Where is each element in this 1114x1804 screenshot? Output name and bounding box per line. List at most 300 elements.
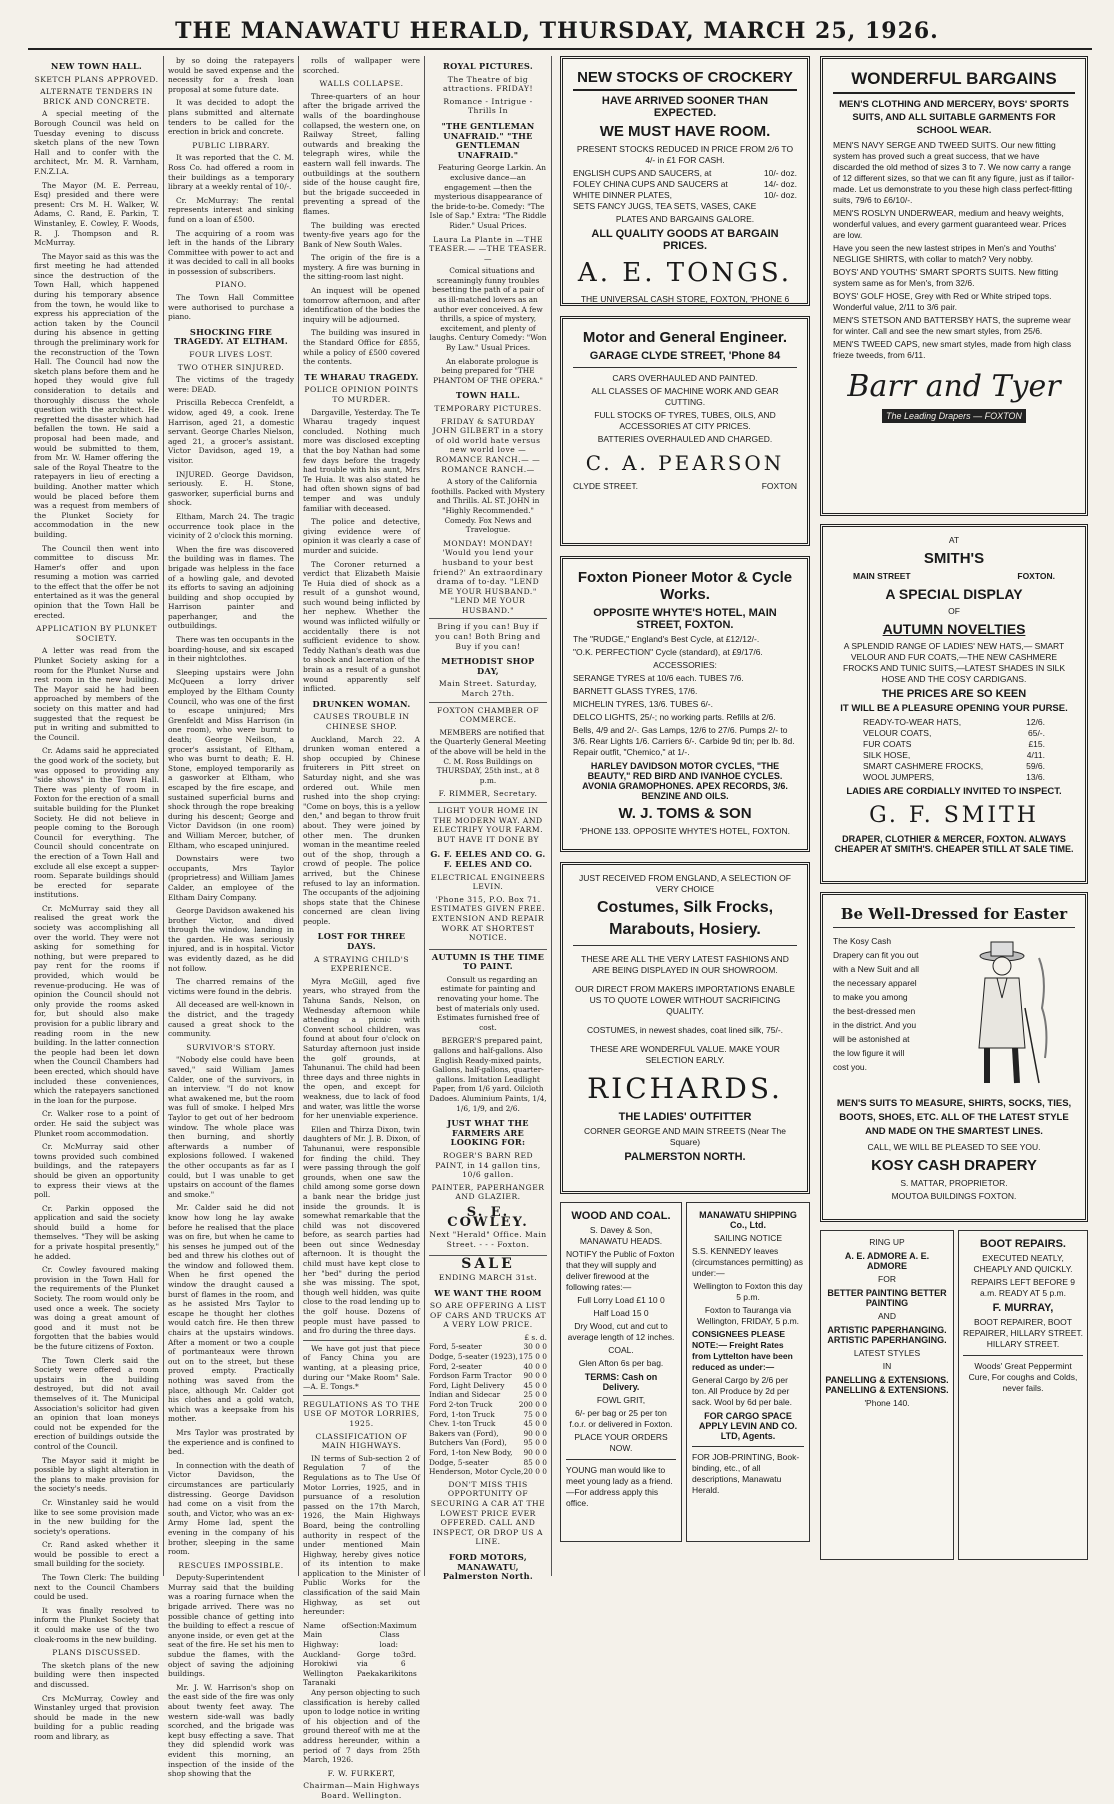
coal-ad (560, 1202, 682, 1542)
advertiser-name: F. MURRAY, (992, 1302, 1054, 1314)
pearson-ad (560, 316, 810, 546)
item-name: SILK HOSE, (863, 750, 911, 760)
item-price: 200 0 0 (518, 1400, 547, 1410)
item-price: 65/-. (1027, 728, 1045, 738)
ad-text: Glen Afton 6s per bag. (578, 1358, 664, 1368)
item-price: 95 0 0 (523, 1438, 547, 1448)
ad-text: ACCESSORIES: (653, 660, 717, 670)
paragraph: All deceased are well-known in the district, and the tragedy caused a great shock to the community. (168, 1000, 294, 1039)
ad-text: THESE ARE WONDERFUL VALUE. MAKE YOUR SELECTION EARLY. (590, 1044, 780, 1065)
paragraph: Cr. Adams said he appreciated the good work of the society, but was opposed to providing any "side shows" in the Town Hall. There was plenty of room in Foxton for the erection of a small suitable building for the Plunket Society. He did not believe in people coming to the Borough Council for everything. The Council should concentrate on the erection of a Town Hall and exclude all else except a supper-room. Separate buildings should be erected for separate institutions. (34, 746, 159, 900)
ad-text: THE PRICES ARE SO KEEN (881, 688, 1027, 700)
ad-text: HAVE ARRIVED SOONER THAN EXPECTED. (601, 95, 769, 119)
text: FRIDAY & SATURDAY JOHN GILBERT in a story of old world hate versus new world love —ROMANCE RANCH.— —ROMANCE RANCH.— (432, 416, 544, 474)
item-name: Ford, 2-seater (429, 1361, 482, 1371)
text: ELECTRICAL ENGINEERS LEVIN. (430, 872, 546, 892)
paragraph: Deputy-Superintendent Murray said that the building was a roaring furnace when the brigade arrived. There was no possible chance of getting into the building to effect a rescue of anyone inside, or even get at the seat of the fire. He set his men to subdue the flames, with the object of saving the adjoining buildings. (168, 1573, 294, 1679)
paragraph: Cr. McMurray said other towns provided such combined buildings, and the ratepayers should be given an opportunity to express their views at the poll. (34, 1142, 159, 1200)
kosy-ad (820, 892, 1088, 1222)
text: Next "Herald" Office. Main Street. - - - Foxton. (429, 1230, 547, 1249)
table-cell: Maximum Class load: (379, 1620, 417, 1650)
item-name: FUR COATS (863, 739, 912, 749)
ad-text: FULL STOCKS OF TYRES, TUBES, OILS, AND ACCESSORIES AT CITY PRICES. (594, 410, 776, 431)
crockery-ad (560, 56, 810, 306)
table-row (429, 1381, 547, 1391)
ad-headline: Costumes, Silk Frocks, (596, 899, 774, 916)
subheadline: FOXTON CHAMBER OF COMMERCE. (429, 702, 547, 725)
ad-headline: Marabouts, Hosiery. (573, 921, 797, 946)
ad-headline: WONDERFUL BARGAINS (833, 69, 1075, 94)
item-price: 45 0 0 (523, 1419, 547, 1429)
table-row (429, 1448, 547, 1458)
paragraph: A story of the California foothills. Packed with Mystery and Thrills. AL ST. JOHN in "Highly Recommended." Comedy. Fox News and Travelogue. (431, 477, 545, 535)
ad-headline: AUTUMN NOVELTIES (882, 621, 1026, 637)
ad-text: FOR (878, 1274, 896, 1284)
ad-text: TERMS: Cash on Delivery. (584, 1372, 658, 1392)
ad-text: AT (948, 535, 960, 545)
table-cell: 3rd. 6 tons (400, 1649, 417, 1678)
advertiser-name: S. E. COWLEY. (447, 1204, 529, 1230)
ad-text: MEN'S CLOTHING AND MERCERY, BOYS' SPORTS SUITS, AND ALL SUITABLE GARMENTS FOR SCHOOL WEAR. (839, 99, 1069, 136)
paragraph: Sleeping upstairs were John McQueen a lorry driver employed by the Eltham County Council, who was one of the first to escape uninjured; Mrs Grenfeldt and Miss Harrison (in one room), who were burnt to death; George Neilson, a grocer's assistant, of Eltham, who was burnt to death; E. H. Stone, employed temporarily as a gasworker at Eltham, who escaped by the fire escape, and sustained superficial burns and shock through the rope breaking during his descent; George and Victor Davidson (in one room) and William Mercer, butcher, of Eltham, who escaped uninjured. (168, 667, 294, 850)
table-row (429, 1438, 547, 1448)
item-price: 4/11. (1026, 750, 1045, 760)
ad-headline: MANAWATU SHIPPING Co., Ltd. (699, 1210, 797, 1230)
richards-ad (560, 862, 810, 1194)
paragraph: Ellen and Thirza Dixon, twin daughters of Mr. J. B. Dixon, of Tahunanui, were responsible for finding the child. They were passing through the golf grounds, when one saw the child among some gorse down a bank near the bridge just inside the grounds. It is somewhat remarkable that the child was not discovered before, as search parties had been out since Wednesday afternoon. It is thought the child must have kept close to her "bed" during the period she was missing. The spot, though well hidden, was quite close to the road lending up to the golf house. Dozens of people must have passed to and fro during the three days. (303, 1124, 420, 1336)
column-rule (298, 56, 299, 1576)
subheadline: SURVIVOR'S STORY. (186, 1042, 276, 1052)
column-rule (424, 56, 425, 1576)
table-row (863, 772, 1045, 783)
paragraph: "Nobody else could have been saved," said William James Calder, one of the survivors, in an interview. "I do not know what awakened me, but the room was full of smoke. I helped Mrs Taylor to get out of her bedroom window. The whole place was then burning, and shortly afterwards a number of explosions followed. I wakened the other occupants as far as I could, but I was unable to get upstairs on account of the flames and smoke." (168, 1055, 294, 1199)
advertiser-name: W. J. TOMS & SON (618, 805, 752, 822)
headline: SHOCKING FIRE TRAGEDY. AT ELTHAM. (173, 326, 289, 347)
ad-text: FOWL GRIT, (596, 1395, 646, 1405)
headline: NEW TOWN HALL. (50, 61, 143, 71)
text: Bring if you can! Buy if you can! Both Bring and Buy if you can! (429, 618, 547, 651)
column-2 (168, 56, 294, 1783)
ad-address (833, 571, 1075, 582)
paragraph: Priscilla Rebecca Crenfeldt, a widow, aged 49, a cook. Irene Harrison, aged 21, a domestic servant. George Charles Nielson, aged 21, a grocer's assistant. Victor Davidson, aged 19, a visitor. (168, 398, 294, 465)
ad-text: HARLEY DAVIDSON MOTOR CYCLES, "THE BEAUTY," RED BIRD AND IVANHOE CYCLES. AVONIA GRAMOPHONES. APEX RECORDS, 3/6. BENZINE AND OILS. (582, 761, 788, 801)
ad-text: THESE ARE ALL THE VERY LATEST FASHIONS AND ARE BEING DISPLAYED IN OUR SHOWROOM. (581, 954, 789, 975)
table-row (863, 750, 1045, 761)
text: Romance - Intrigue - Thrills In (443, 96, 533, 116)
ad-headline: A SPECIAL DISPLAY (885, 586, 1023, 602)
item-name: Chev. 1-ton Truck (429, 1419, 496, 1429)
ad-text: The Kosy Cash Drapery can fit you out with a New Suit and all the necessary apparel to make you among the best-dressed men in the district. And you will be astonished at the low figure it will cost you. (833, 936, 919, 1072)
ad-text: CLYDE STREET. (573, 481, 639, 491)
paragraph: The Town Clerk said the Society were offered a room upstairs in the building destroyed, but did not avail themselves of it. The Municipal Association's solicitor had given an opinion that loan moneys could not be expended for the erection of buildings outside the control of the Council. (34, 1355, 159, 1451)
item-name: Ford, 5-seater (429, 1342, 482, 1352)
masthead: THE MANAWATU HERALD, THURSDAY, MARCH 25, 1926. (175, 18, 939, 44)
text: Laura La Plante in —THE TEASER.— —THE TEASER.— (429, 234, 547, 263)
table-row (429, 1419, 547, 1429)
table-header (429, 1333, 547, 1343)
paragraph: Three-quarters of an hour after the brigade arrived the walls of the boardinghouse collapsed, the western one, on Railway Street, falling outwards and breaking the telegraph wires, while the eastern wall fell inwards. The outbuildings at the southern side of the house caught fire, but the brigade succeeded in preventing a spread of the flames. (303, 91, 420, 216)
subheadline: TEMPORARY PICTURES. (434, 404, 542, 413)
ad-text: GARAGE CLYDE STREET, 'Phone 84 (589, 350, 781, 362)
toms-ad (560, 556, 810, 852)
headline: LOST FOR THREE DAYS. (317, 931, 406, 952)
paragraph: The charred remains of the victims were found in the debris. (168, 977, 294, 996)
ad-headline: Foxton Pioneer Motor & Cycle Works. (577, 569, 793, 603)
ad-text: FOR JOB-PRINTING, Book-binding, etc., of all descriptions, Manawatu Herald. (692, 1452, 800, 1495)
subheadline: CAUSES TROUBLE IN CHINESE SHOP. (313, 712, 410, 731)
item-name: Ford, Light Delivery (429, 1380, 505, 1390)
item-price: 13/6. (1026, 772, 1045, 782)
car-list (429, 1342, 547, 1476)
ad-address (573, 481, 797, 492)
ad-text: S.S. KENNEDY leaves (circumstances permitting) as under:— (692, 1246, 804, 1278)
ad-text: PLATES AND BARGAINS GALORE. (615, 214, 755, 224)
paragraph: Cr. Parkin opposed the application and said the society should build a home for themselves. "They will be asking for a private hospital presently," he added. (34, 1203, 159, 1261)
subheadline: ALTERNATE TENDERS IN BRICK AND CONCRETE. (40, 87, 153, 106)
paragraph: An elaborate prologue is being prepared for "THE PHANTOM OF THE OPERA." (433, 356, 543, 385)
ad-text: MEN'S STETSON AND BATTERSBY HATS, the supreme wear for winter. Call and see the new smart styles, from 25/6. (833, 315, 1071, 336)
item-name: WHITE DINNER PLATES, (573, 190, 673, 200)
advertiser-name: A. E. TONGS. (577, 258, 793, 288)
headline: DRUNKEN WOMAN. (312, 698, 411, 709)
headline: METHODIST SHOP DAY, (441, 656, 535, 676)
ad-text: Full Lorry Load £1 10 0 (577, 1295, 665, 1305)
item-name: WOOL JUMPERS, (863, 772, 934, 782)
ad-text: MEN'S NAVY SERGE AND TWEED SUITS. Our new fitting system has proved such a great success, that we have discarded the old method of sizes 3 to 7. We now carry a range of 12 different sizes, so that we can fit any figure, just as if tailor-made. Let us demonstrate to you these high class perfect-fitting suits, 79/6 to £6/10/-. (833, 140, 1075, 205)
headline: SALE (429, 1255, 547, 1270)
table-row (429, 1467, 547, 1477)
subheadline: PIANO. (215, 280, 247, 290)
paragraph: The Town Clerk: The building next to the Council Chambers could be used. (34, 1573, 159, 1602)
ad-text: OUR DIRECT FROM MAKERS IMPORTATIONS ENABLE US TO QUOTE LOWER WITHOUT SACRIFICING QUALITY. (575, 984, 795, 1016)
paragraph: The Mayor said it might be possible by a slight alteration in the plans to make provision for the society's needs. (34, 1455, 159, 1494)
paragraph: Mr. J. W. Harrison's shop on the east side of the fire was only about twenty feet away. The western side-wall was badly scorched, and the brigade was kept busy effecting a save. That they did splendid work was evident this morning, an inspection of the inside of the shop showing that the (168, 1682, 294, 1779)
gentleman-illustration (947, 938, 1057, 1088)
table-cell: £ s. d. (524, 1332, 547, 1342)
paragraph: A special meeting of the Borough Council was held on Tuesday evening to discuss sketch plans of the new Town Hall and to confer with the architect, Mr. M. R. Varnham, F.N.Z.I.A. (34, 109, 159, 176)
paragraph: We have got just that piece of Fancy China you are wanting, at a pleasing price, during our "Make Room" Sale.—A. E. Tongs.* (303, 1340, 420, 1396)
table-row (429, 1371, 547, 1381)
paragraph: Eltham, March 24. The tragic occurrence took place in the vicinity of 2 o'clock this morning. (168, 511, 294, 541)
paragraph: Dargaville, Yesterday. The Te Wharau tragedy inquest concluded. Nothing much more was disclosed excepting that the boy Nathan had some few days before the tragedy had trouble with his aunt, Mrs Te Huia. It was also stated he had often shown signs of bad temper and was unduly familiar with deceased. (303, 407, 420, 513)
table-row (429, 1458, 547, 1468)
paragraph: Cr. McMurray: The rental represents interest and sinking fund on a loan of £500. (168, 195, 294, 224)
ad-text: BATTERIES OVERHAULED AND CHARGED. (597, 434, 773, 444)
ad-text: EXECUTED NEATLY, CHEAPLY AND QUICKLY. (973, 1253, 1073, 1274)
subheadline: TWO OTHER SINJURED. (177, 362, 285, 372)
subheadline: SKETCH PLANS APPROVED. (34, 74, 159, 84)
table-cell: Gorge to via Paekakariki (356, 1649, 401, 1678)
ad-text: MOUTOA BUILDINGS FOXTON. (891, 1191, 1017, 1201)
ad-text: MEN'S TWEED CAPS, new smart styles, made from high class frieze tweeds, from 6/11. (833, 339, 1072, 360)
ad-text: 6/- per bag or 25 per ton f.o.r. or delivered in Foxton. (569, 1408, 673, 1429)
text: Main Street. Saturday, March 27th. (438, 679, 538, 699)
ad-text: BOOT REPAIRER, BOOT REPAIRER, HILLARY STREET. HILLARY STREET. (963, 1317, 1083, 1349)
paragraph: MEMBERS are notified that the Quarterly General Meeting of the above will be held in the C. M. Ross Buildings on THURSDAY, 25th inst., at 8 p.m. (429, 727, 547, 785)
paragraph: The Council then went into committee to discuss Mr. Hamer's offer and upon resuming a motion was carried to the effect that the offer be not entertained as it was the general opinion that the Town Hall be erected. (34, 543, 159, 620)
item-price: 14/- doz. (763, 179, 797, 189)
text: F. RIMMER, Secretary. (438, 789, 538, 799)
item-price: 20 0 0 (523, 1467, 547, 1477)
divider (566, 1459, 676, 1460)
ad-text: Foxton to Tauranga via Wellington, FRIDAY, 5 p.m. (696, 1305, 800, 1326)
paragraph: George Davidson awakened his brother Victor, and dived through the window, landing in the garden. He was seriously injured, and is in hospital. Victor was evidently dazed, as he did not follow. (168, 906, 294, 973)
paragraph: There was ten occupants in the boarding-house, and six escaped in their nightclothes. (168, 635, 294, 664)
ad-headline: Motor and General Engineer. (582, 329, 788, 346)
ad-text: CONSIGNEES PLEASE NOTE:— Freight Rates from Lyttelton have been reduced as under:— (692, 1329, 793, 1372)
paragraph: The Mayor said as this was the first meeting he had attended since the destruction of the Town Hall, which happened during his temporary absence from the town, he would like to express his appreciation of the action taken by the Council during his absence in getting through the preliminary work for the reconstruction of the Town Hall. The Council had now the sketch plans before them and he hoped they would give full consideration to details and thoroughly discuss the whole question with the architect. He regretted the disaster which had befallen the town. He said a proposal had been made, and would be submitted to them, from Mr. W. Hamer offering the sale of the Royal Theatre to the ratepayers in lieu of erecting a building. Another matter which would be placed before them was a request from members of the Plunket Society for accommodation in the new building. (34, 251, 159, 539)
paragraph: Downstairs were two occupants, Mrs Taylor (proprietress) and William James Calder, an employee of the Eltham Dairy Company. (168, 854, 294, 902)
subheadline: CLASSIFICATION OF MAIN HIGHWAYS. (315, 1431, 408, 1451)
table-cell: Taranaki (303, 1678, 336, 1688)
ad-text: CORNER GEORGE AND MAIN STREETS (Near The Square) (584, 1126, 786, 1147)
text: DON'T MISS THIS OPPORTUNITY OF SECURING A CAR AT THE LOWEST PRICE EVER OFFERED. CALL AND INSPECT, OR DROP US A LINE. (430, 1479, 546, 1547)
table-row (863, 728, 1045, 739)
ad-text: BARNETT GLASS TYRES, 17/6. (573, 686, 698, 696)
column-rule (551, 56, 552, 1576)
table-row (429, 1342, 547, 1352)
ad-text: PRESENT STOCKS REDUCED IN PRICE FROM 2/6 TO 4/- in £1 FOR CASH. (576, 144, 794, 165)
item-price: 75 0 0 (523, 1409, 547, 1419)
advertiser-name: G. F. SMITH (869, 803, 1039, 828)
item-price: 59/6. (1026, 761, 1045, 771)
ad-text: PALMERSTON NORTH. (624, 1151, 746, 1163)
ad-text: 'PHONE 133. OPPOSITE WHYTE'S HOTEL, FOXTON. (580, 826, 790, 836)
ad-headline: WE MUST HAVE ROOM. (599, 123, 771, 140)
text: LIGHT YOUR HOME IN THE MODERN WAY. AND ELECTRIFY YOUR FARM. BUT HAVE IT DONE BY (429, 802, 547, 844)
ad-text: LADIES ARE CORDIALLY INVITED TO INSPECT. (846, 786, 1062, 797)
ad-text: YOUNG man would like to meet young lady as a friend.—For address apply this office. (566, 1465, 673, 1508)
paragraph: by so doing the ratepayers would be saved expense and the necessity for a fresh loan proposal at some future date. (168, 56, 294, 94)
ad-headline: BOOT REPAIRS. (980, 1238, 1066, 1250)
ad-text: ALL CLASSES OF MACHINE WORK AND GEAR CUTTING. (591, 386, 779, 407)
logo-tagline: The Leading Drapers — FOXTON (882, 409, 1026, 423)
paragraph: IN terms of Sub-section 2 of Regulation 7 of the Regulations as to The Use Of Motor Lorries, 1925, and in pursuance of a resolution passed on the 17th March, 1926, the Main Highways Board, being the controlling authority in respect of the under mentioned Main Highway, hereby gives notice of its intention to make application to the Minister of Public Works for the classification of the said Main Highway, as set out hereunder: (303, 1453, 420, 1617)
advertiser-name: C. A. PEARSON (585, 451, 785, 475)
subheadline: POLICE OPINION POINTS TO MURDER. (304, 385, 419, 404)
item-price: 175 0 0 (518, 1352, 547, 1362)
ad-text: A. E. ADMORE A. E. ADMORE (844, 1251, 930, 1271)
item-price: 10/- doz. (763, 168, 797, 178)
ad-text: A SPLENDID RANGE OF LADIES' NEW HATS,— SMART VELOUR AND FUR COATS,—THE NEW CASHMERE FROCKS AND TUNIC SUITS,—LATEST SHADES IN SILK HOSE AND THE COSY CARDIGANS. (843, 641, 1065, 684)
subheadline: REGULATIONS AS TO THE USE OF MOTOR LORRIES, 1925. (303, 1399, 420, 1428)
ad-text: 'Phone 140. (864, 1398, 910, 1408)
ad-text: MEN'S SUITS TO MEASURE, SHIRTS, SOCKS, TIES, BOOTS, SHOES, ETC. ALL OF THE LATEST STYLE AND MADE ON THE SMARTEST LINES. (836, 1098, 1072, 1137)
divider (963, 1355, 1083, 1356)
subheadline: APPLICATION BY PLUNKET SOCIETY. (36, 624, 157, 643)
item-name: Henderson, Motor Cycle, (429, 1467, 524, 1477)
headline: TE WHARAU TRAGEDY. (304, 371, 419, 382)
ad-text: BETTER PAINTING BETTER PAINTING (827, 1288, 947, 1308)
ad-text: IT WILL BE A PLEASURE OPENING YOUR PURSE. (840, 703, 1068, 714)
ad-text: Dry Wood, cut and cut to average length of 12 inches. (567, 1321, 675, 1342)
paragraph: Mr. Calder said he did not know how long he lay awake before he realised that the place was on fire, but when he came to his senses he jumped out of the bed and threw his clothes out of the window and followed them. When he first opened the window the draught caused a burst of flames in the room, and as he assisted Mrs Taylor to escape he thought her clothes would catch fire. He then threw chairs at the upstairs windows. After a moment or two a couple of portmanteaux were thrown out on to the street, but these proved empty. Practically nothing was saved from the place, although Mr. Calder got his clothes and a gold watch, which was a keepsake from his mother. (168, 1203, 294, 1424)
paragraph: Crs McMurray, Cowley and Winstanley urged that provision should be made in the new building for a public reading room and library, as (34, 1693, 159, 1741)
murray-ad (958, 1230, 1088, 1560)
table-cell: Name of Main Highway: (303, 1620, 349, 1650)
masthead-rule (28, 48, 1092, 50)
paragraph: The Town Hall Committee were authorised to purchase a piano. (168, 293, 294, 322)
paragraph: Consult us regarding an estimate for painting and renovating your home. The best of materials only used. Estimates furnished free of cost. (436, 974, 540, 1032)
headline: TOWN HALL. (455, 390, 521, 401)
ad-text: S. MATTAR, PROPRIETOR. (900, 1178, 1008, 1188)
item-name: Ford 2-ton Truck (429, 1400, 493, 1410)
ad-text: ARTISTIC PAPERHANGING. ARTISTIC PAPERHANGING. (827, 1325, 947, 1345)
item-name: Dodge, 5-seater (429, 1457, 489, 1467)
ad-text: OF (948, 606, 960, 616)
table-row (573, 201, 797, 212)
ad-text: The "RUDGE," England's Best Cycle, at £12/12/-. (573, 634, 760, 644)
item-name: SMART CASHMERE FROCKS, (863, 761, 984, 771)
item-price: 90 0 0 (523, 1371, 547, 1381)
divider (573, 367, 797, 368)
ad-text: ALL QUALITY GOODS AT BARGAIN PRICES. (591, 228, 779, 252)
text: MONDAY! MONDAY! 'Would you lend your husband to your best friend?' An extraordinary drama of to-day. "LEND ME YOUR HUSBAND." "LEND ME YOUR HUSBAND." (433, 538, 543, 615)
table-row (573, 179, 797, 190)
barr-tyer-logo: Barr and Tyer (847, 369, 1061, 404)
ad-text: COAL. (608, 1345, 634, 1355)
item-price: 25 0 0 (523, 1390, 547, 1400)
ad-text: Wellington to Foxton this day 5 p.m. (693, 1281, 803, 1302)
ad-text: FOXTON (761, 481, 797, 491)
price-list (573, 168, 797, 212)
headline: FORD MOTORS, MANAWATU, Palmerston North. (442, 1551, 534, 1582)
headline: ROYAL PICTURES. (443, 61, 533, 71)
ad-text: BOYS' AND YOUTHS' SMART SPORTS SUITS. New fitting system same as for Men's, from 32/6. (833, 267, 1059, 288)
ad-text: Half Load 15 0 (593, 1308, 649, 1318)
ad-text: CARS OVERHAULED AND PAINTED. (612, 373, 758, 383)
price-list (833, 717, 1075, 783)
ad-text: JUST RECEIVED FROM ENGLAND, A SELECTION OF VERY CHOICE (579, 873, 791, 894)
text: PAINTER, PAPERHANGER AND GLAZIER. (431, 1182, 545, 1202)
text: ENDING MARCH 31st. (438, 1272, 538, 1282)
ad-text: REPAIRS LEFT BEFORE 9 a.m. READY AT 5 p.m. (970, 1277, 1076, 1298)
paragraph: The sketch plans of the new building were then inspected and discussed. (34, 1660, 159, 1689)
item-name: FOLEY CHINA CUPS AND SAUCERS at (573, 179, 728, 189)
ad-text: PLACE YOUR ORDERS NOW. (574, 1432, 668, 1453)
item-price: £15. (1028, 739, 1045, 749)
text: ROGER'S BARN RED PAINT, in 14 gallon tins, 10/6 gallon. (435, 1150, 541, 1180)
item-name: Butchers Van (Ford), (429, 1438, 507, 1448)
item-price: 45 0 0 (523, 1380, 547, 1390)
item-price: 90 0 0 (523, 1428, 547, 1438)
column-3 (303, 56, 420, 1804)
column-4 (429, 56, 547, 1585)
paragraph: Any person objecting to such classification is hereby called upon to lodge notice in writing of his objection and of the ground thereof with me at the address hereunder, within a period of 7 days from 25th March, 1926. (303, 1688, 420, 1765)
item-name: READY-TO-WEAR HATS, (863, 717, 962, 727)
signature: Chairman—Main Highways Board. Wellington. (303, 1781, 420, 1800)
subheadline: RESCUES IMPOSSIBLE. (178, 1560, 284, 1570)
ad-text: Have you seen the new lastest stripes in Men's and Youths' NEGLIGE SHIRTS, with collar to match? Very nobby. (833, 243, 1056, 264)
table-cell: Auckland-Horokiwi Wellington (303, 1649, 344, 1678)
paragraph: Cr. Rand asked whether it would be possible to erect a small building for the society. (34, 1540, 159, 1569)
ad-text: DRAPER, CLOTHIER & MERCER, FOXTON. ALWAYS CHEAPER AT SMITH'S. CHEAPER STILL AT SALE TIME. (834, 834, 1074, 854)
item-name: VELOUR COATS, (863, 728, 932, 738)
advertiser-name: KOSY CASH DRAPERY (871, 1157, 1037, 1174)
paragraph: When the fire was discovered the building was in flames. The brigade was helpless in the face of a howling gale, and devoted its efforts to saving an adjoining building and shop occupied by Harrison painter and paperhanger, and the outbuildings. (168, 544, 294, 631)
advertiser-name: RICHARDS. (587, 1072, 783, 1105)
ad-text: RING UP (869, 1237, 905, 1247)
paragraph: INJURED. George Davidson, seriously. E. H. Stone, gasworker, superficial burns and shock. (168, 469, 294, 508)
ad-headline: SMITH'S (923, 550, 985, 567)
paragraph: Cr. Winstanley said he would like to see some provision made in the new building for the society's operations. (34, 1497, 159, 1536)
ad-text: NOTIFY the Public of Foxton that they will supply and deliver firewood at the following rates:— (566, 1249, 675, 1292)
headline: AUTUMN IS THE TIME TO PAINT. (429, 949, 547, 972)
paragraph: The acquiring of a room was left in the hands of the Library Committee with power to act and it was decided to call in all books in possession of subscribers. (168, 228, 294, 276)
ad-text: PANELLING & EXTENSIONS. PANELLING & EXTENSIONS. (825, 1375, 949, 1395)
ad-text: CALL, WE WILL BE PLEASED TO SEE YOU. (867, 1142, 1041, 1152)
headline: WE WANT THE ROOM (434, 1287, 542, 1298)
headline: "THE GENTLEMAN UNAFRAID." "THE GENTLEMAN UNAFRAID." (441, 120, 535, 160)
ad-text: LATEST STYLES (853, 1348, 921, 1358)
ad-headline: WOOD AND COAL. (571, 1210, 671, 1222)
subheadline: WALLS COLLAPSE. (319, 79, 404, 89)
ad-text: AND (878, 1311, 896, 1321)
table-row (429, 1390, 547, 1400)
paragraph: It was reported that the C. M. Ross Co. had offered a room in their buildings as a temporary library at a weekly rental of 10/-. (168, 153, 294, 192)
paragraph: The building was insured in the Standard Office for £855, while a policy of £500 covered the contents. (303, 328, 420, 367)
paragraph: The Coroner returned a verdict that Elizabeth Maisie Te Huia died of shock as a result of a gunshot wound, such wound being inflicted by her nephew. Whether the wound was inflicted wilfully or accidentally there is not sufficient evidence to show. Teddy Nathan's death was due to shock and laceration of the brain as a result of a gunshot wound apparently self inflicted. (303, 559, 420, 694)
paragraph: The origin of the fire is a mystery. A fire was burning in the sitting-room last night. (303, 253, 420, 282)
column-1 (34, 56, 159, 1746)
ad-text: THE UNIVERSAL CASH STORE, FOXTON, 'PHONE 6 (580, 294, 790, 304)
smith-ad (820, 524, 1088, 884)
paragraph: Cr. Walker rose to a point of order. He said the subject was Plunket room accommodation. (34, 1109, 159, 1138)
item-price: 12/6. (1026, 717, 1045, 727)
ad-text: DELCO LIGHTS, 25/-; no working parts. Refills at 2/6. (573, 712, 776, 722)
item-name: SETS FANCY JUGS, TEA SETS, VASES, CAKE (573, 201, 757, 211)
divider (692, 1446, 804, 1447)
paragraph: The police and detective, giving evidence were of opinion it was clearly a case of murder and suicide. (303, 517, 420, 555)
headline: G. F. EELES AND CO. G. F. EELES AND CO. (430, 849, 546, 869)
ad-text: SERANGE TYRES at 10/6 each. TUBES 7/6. (573, 673, 744, 683)
table-row (573, 168, 797, 179)
ad-text: IN (882, 1361, 892, 1371)
ad-headline: Be Well-Dressed for Easter (833, 905, 1075, 928)
subheadline: PUBLIC LIBRARY. (192, 140, 270, 150)
headline: JUST WHAT THE FARMERS ARE LOOKING FOR: (447, 1118, 529, 1148)
ad-text: "O.K. PERFECTION" Cycle (standard), at £9/17/6. (573, 647, 763, 657)
paragraph: BERGER'S prepared paint, gallons and half-gallons. Also English Ready-mixed paints, Gallons, half-gallons, quarter-gallons. Imitation Leadlight Paper, from 1/6 yard. Oilcloth Dadoes. Aluminium Paints, 1/4, 1/6, 1/9, and 2/6. (429, 1036, 547, 1113)
paragraph: Cr. Cowley favoured making provision in the Town Hall for the requirements of the Plunket Society. The room would only be used once a week. The society was doing a great amount of good and it must not be forgotten that the babies would be the future citizens of Foxton. (34, 1265, 159, 1351)
paragraph: Cr. McMurray said they all realised the great work the society was accomplishing all over the world. They were not asking for something for nothing, but were prepared to pay rent for the rooms if provided, which would be revenue-producing. He was of opinion the Council should not only provide the rooms asked for, but should also make provision for a public library and reading room in the new building. In the latter connection the people had been let down when the Council Chambers had been erected, which should have included these conveniences, which the ratepayers sanctioned in the loan for the purpose. (34, 903, 159, 1105)
text: 'Phone 315, P.O. Box 71. ESTIMATES GIVEN FREE. EXTENSION AND REPAIR WORK AT SHORTEST NOTICE. (430, 894, 546, 943)
ad-text: BOYS' GOLF HOSE, Grey with Red or White striped tops. Wonderful value, 2/11 to 3/6 pair. (833, 291, 1052, 312)
table-row (863, 739, 1045, 750)
table-row (303, 1650, 420, 1679)
table-row (429, 1352, 547, 1362)
table-row (863, 761, 1045, 772)
ad-text: OPPOSITE WHYTE'S HOTEL, MAIN STREET, FOXTON. (593, 607, 777, 631)
paragraph: Featuring George Larkin. An exclusive dance—an engagement —then the mysterious disappearance of the bride-to-be. Comedy: "The Isle of Sap." Extra: "The Riddle Rider." Usual Prices. (429, 163, 547, 230)
ad-text: THE LADIES' OUTFITTER (618, 1111, 752, 1123)
ad-text: FOR CARGO SPACE APPLY LEVIN AND CO. LTD, Agents. (698, 1411, 798, 1441)
paragraph: Comical situations and screamingly funny troubles besetting the path of a pair of as ill-matched lovers as an author ever conceived. A few thrills, a spice of mystery, excitement, and plenty of laughs. Century Comedy: "Won By Law." Usual Prices. (429, 266, 547, 353)
paragraph: The Mayor (M. E. Perreau, Esq) presided and there were present: Crs M. H. Walker, W. Adams, C. Rand, E. Parkin, T. Winstanley, E. Cowley, F. Woods, R. J. Thompson and R. McMurray. (34, 180, 159, 248)
table-row (303, 1678, 420, 1688)
item-name: ENGLISH CUPS AND SAUCERS, at (573, 168, 712, 178)
item-price: 85 0 0 (523, 1457, 547, 1467)
item-name: Dodge, 5-seater (1923), (429, 1352, 518, 1362)
paragraph: The building was erected twenty-five years ago for the Bank of New South Wales. (303, 220, 420, 249)
item-name: Bakers van (Ford), (429, 1428, 499, 1438)
ad-text: Bells, 4/9 and 2/-. Gas Lamps, 12/6 to 27/6. Pumps 2/- to 3/6. Rear Lights 1/6. Carriers 6/-. Carbide 9d tin; per lb. 8d. Repair outfit, "Chemico," at 1/-. (573, 725, 795, 757)
subheadline: FOUR LIVES LOST. (189, 350, 273, 360)
table-row (429, 1429, 547, 1439)
subheadline: PLANS DISCUSSED. (52, 1648, 141, 1658)
item-name: Ford, 1-ton New Body, (429, 1448, 513, 1457)
item-price: 40 0 0 (523, 1361, 547, 1371)
